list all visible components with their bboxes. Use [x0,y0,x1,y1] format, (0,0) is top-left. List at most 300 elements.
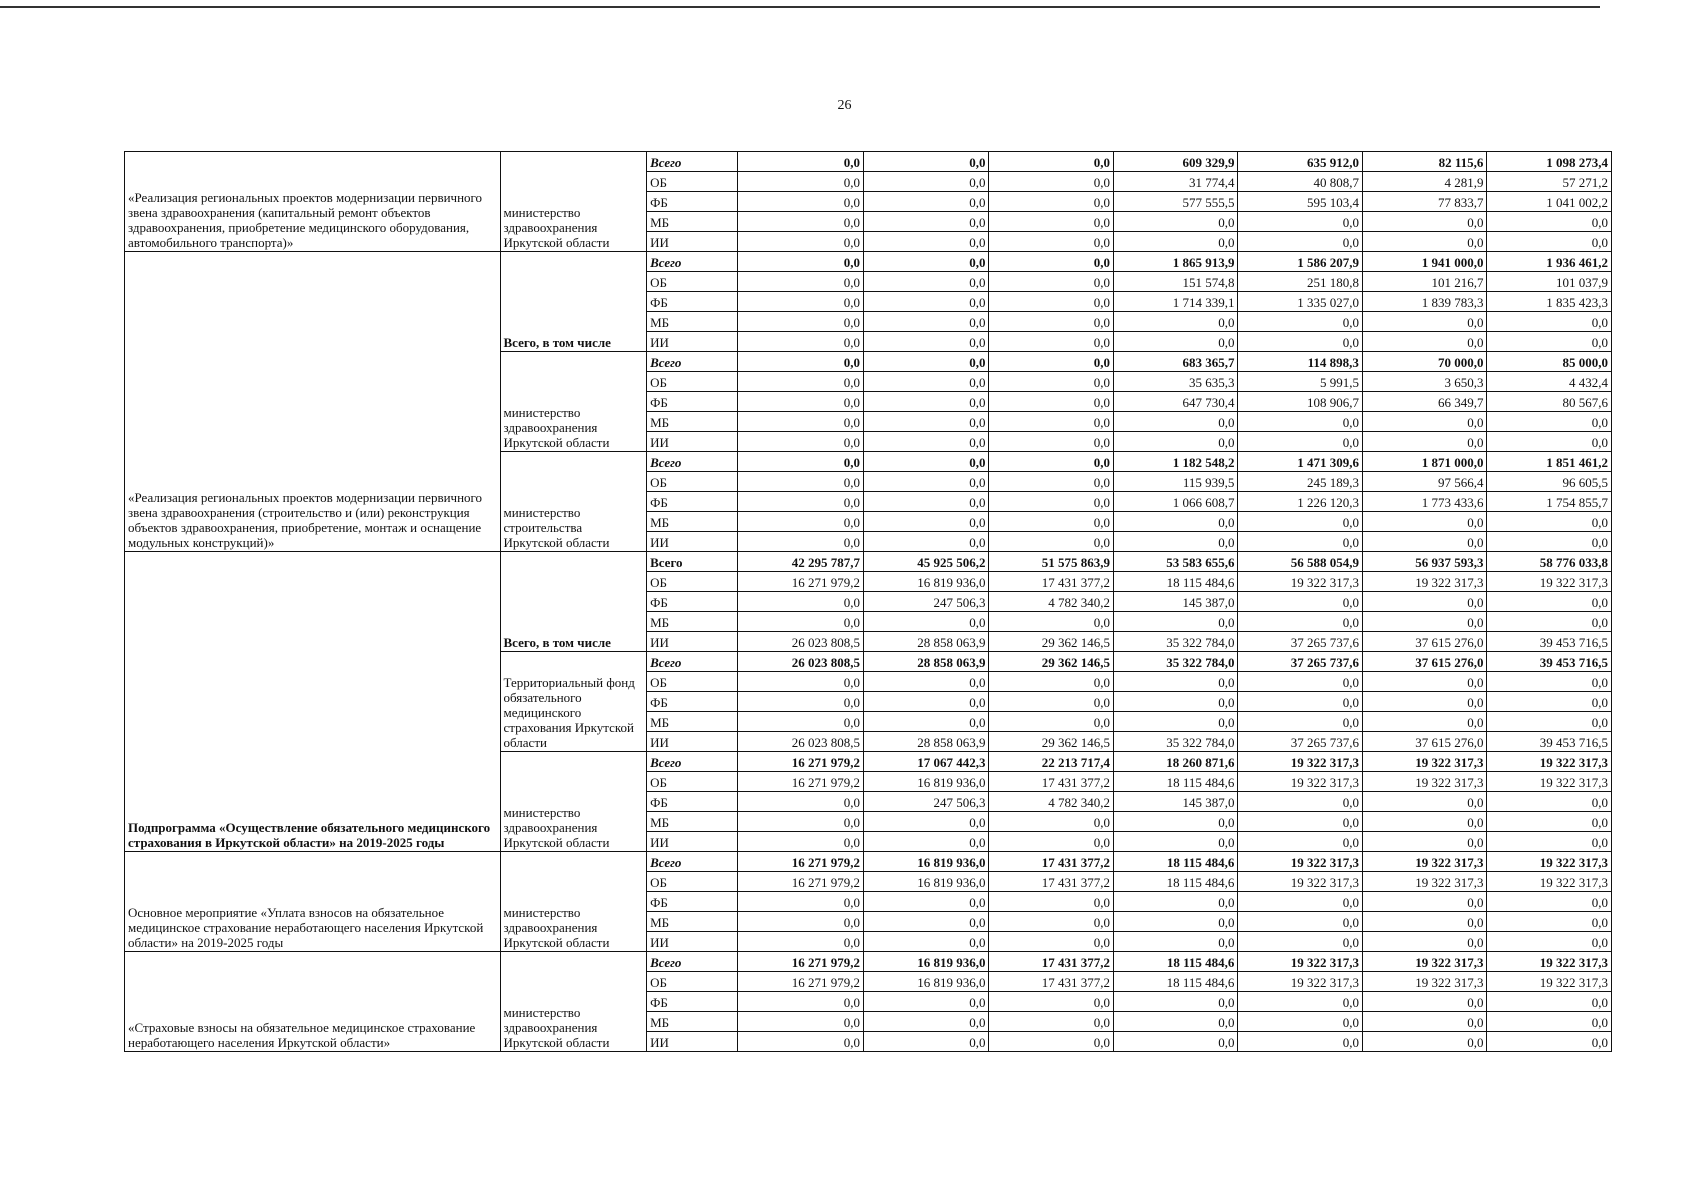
amount-cell: 0,0 [863,252,989,272]
amount-cell: 58 776 033,8 [1487,552,1612,572]
funding-source-label: МБ [647,612,738,632]
amount-cell: 17 431 377,2 [989,972,1114,992]
amount-cell: 19 322 317,3 [1362,952,1487,972]
amount-cell: 0,0 [863,692,989,712]
amount-cell: 0,0 [1362,212,1487,232]
amount-cell: 151 574,8 [1113,272,1238,292]
amount-cell: 19 322 317,3 [1362,852,1487,872]
funding-source-label: ФБ [647,192,738,212]
amount-cell: 0,0 [1113,312,1238,332]
program-name-cell: «Реализация региональных проектов модернизации первичного звена здравоохранения (капитальный ремонт объектов здравоохранения, приобретение медицинского оборудования, автомобильного транспорта)» [125,152,501,252]
amount-cell: 56 588 054,9 [1238,552,1363,572]
amount-cell: 1 865 913,9 [1113,252,1238,272]
amount-cell: 0,0 [863,912,989,932]
amount-cell: 247 506,3 [863,592,989,612]
amount-cell: 247 506,3 [863,792,989,812]
funding-source-label: ФБ [647,392,738,412]
amount-cell: 0,0 [863,452,989,472]
amount-cell: 0,0 [1238,532,1363,552]
funding-source-label: ОБ [647,472,738,492]
amount-cell: 0,0 [863,512,989,532]
funding-source-label: МБ [647,712,738,732]
funding-source-label: ФБ [647,292,738,312]
amount-cell: 51 575 863,9 [989,552,1114,572]
amount-cell: 0,0 [1487,612,1612,632]
amount-cell: 101 037,9 [1487,272,1612,292]
funding-source-label: ИИ [647,932,738,952]
funding-source-label: МБ [647,512,738,532]
amount-cell: 0,0 [863,532,989,552]
amount-cell: 0,0 [738,692,864,712]
amount-cell: 0,0 [1238,712,1363,732]
amount-cell: 0,0 [1487,532,1612,552]
amount-cell: 19 322 317,3 [1238,972,1363,992]
amount-cell: 17 431 377,2 [989,872,1114,892]
funding-source-label: ОБ [647,372,738,392]
amount-cell: 0,0 [1487,412,1612,432]
amount-cell: 16 271 979,2 [738,752,864,772]
amount-cell: 0,0 [1238,1032,1363,1052]
amount-cell: 16 819 936,0 [863,952,989,972]
amount-cell: 0,0 [1362,792,1487,812]
amount-cell: 28 858 063,9 [863,632,989,652]
funding-source-label: ИИ [647,732,738,752]
responsible-executor-cell: министерство здравоохранения Иркутской области [500,352,647,452]
funding-source-label: ИИ [647,432,738,452]
amount-cell: 0,0 [989,1012,1114,1032]
amount-cell: 1 839 783,3 [1362,292,1487,312]
amount-cell: 1 835 423,3 [1487,292,1612,312]
amount-cell: 0,0 [738,492,864,512]
amount-cell: 1 714 339,1 [1113,292,1238,312]
funding-source-label: Всего [647,552,738,572]
amount-cell: 16 819 936,0 [863,572,989,592]
amount-cell: 77 833,7 [1362,192,1487,212]
amount-cell: 26 023 808,5 [738,732,864,752]
program-name-cell: Подпрограмма «Осуществление обязательного медицинского страхования в Иркутской области» на 2019-2025 годы [125,552,501,852]
amount-cell: 16 819 936,0 [863,852,989,872]
amount-cell: 19 322 317,3 [1362,772,1487,792]
amount-cell: 0,0 [1362,1032,1487,1052]
amount-cell: 0,0 [989,532,1114,552]
amount-cell: 17 431 377,2 [989,952,1114,972]
amount-cell: 0,0 [1238,932,1363,952]
amount-cell: 0,0 [1113,1032,1238,1052]
amount-cell: 17 431 377,2 [989,572,1114,592]
amount-cell: 28 858 063,9 [863,732,989,752]
amount-cell: 16 271 979,2 [738,572,864,592]
amount-cell: 0,0 [738,392,864,412]
amount-cell: 16 271 979,2 [738,872,864,892]
amount-cell: 0,0 [1238,792,1363,812]
amount-cell: 18 115 484,6 [1113,852,1238,872]
amount-cell: 0,0 [738,792,864,812]
amount-cell: 0,0 [1113,672,1238,692]
amount-cell: 0,0 [863,272,989,292]
amount-cell: 0,0 [989,312,1114,332]
amount-cell: 37 615 276,0 [1362,732,1487,752]
funding-source-label: Всего [647,652,738,672]
amount-cell: 0,0 [1113,612,1238,632]
amount-cell: 0,0 [738,892,864,912]
amount-cell: 19 322 317,3 [1487,872,1612,892]
amount-cell: 0,0 [1238,892,1363,912]
funding-source-label: Всего [647,952,738,972]
amount-cell: 0,0 [989,892,1114,912]
amount-cell: 0,0 [1362,332,1487,352]
amount-cell: 29 362 146,5 [989,632,1114,652]
funding-source-label: МБ [647,312,738,332]
amount-cell: 0,0 [1362,532,1487,552]
amount-cell: 0,0 [1362,612,1487,632]
funding-source-label: ИИ [647,1032,738,1052]
amount-cell: 0,0 [1238,512,1363,532]
amount-cell: 0,0 [1487,692,1612,712]
amount-cell: 0,0 [1362,432,1487,452]
amount-cell: 0,0 [738,192,864,212]
amount-cell: 0,0 [1362,932,1487,952]
amount-cell: 0,0 [1362,912,1487,932]
funding-source-label: ИИ [647,832,738,852]
amount-cell: 0,0 [738,272,864,292]
amount-cell: 683 365,7 [1113,352,1238,372]
amount-cell: 70 000,0 [1362,352,1487,372]
amount-cell: 35 635,3 [1113,372,1238,392]
amount-cell: 0,0 [1238,232,1363,252]
table-row [125,252,1612,272]
amount-cell: 0,0 [1487,1012,1612,1032]
amount-cell: 19 322 317,3 [1362,752,1487,772]
amount-cell: 0,0 [738,912,864,932]
amount-cell: 0,0 [1487,332,1612,352]
amount-cell: 0,0 [738,432,864,452]
amount-cell: 85 000,0 [1487,352,1612,372]
amount-cell: 0,0 [989,352,1114,372]
funding-source-label: ОБ [647,172,738,192]
amount-cell: 0,0 [1362,512,1487,532]
amount-cell: 0,0 [738,332,864,352]
amount-cell: 0,0 [989,292,1114,312]
amount-cell: 0,0 [1362,712,1487,732]
amount-cell: 0,0 [863,612,989,632]
amount-cell: 5 991,5 [1238,372,1363,392]
amount-cell: 0,0 [1238,312,1363,332]
amount-cell: 1 754 855,7 [1487,492,1612,512]
amount-cell: 0,0 [989,272,1114,292]
amount-cell: 0,0 [1113,1012,1238,1032]
amount-cell: 0,0 [738,232,864,252]
budget-table [124,151,1612,1052]
amount-cell: 577 555,5 [1113,192,1238,212]
funding-source-label: МБ [647,812,738,832]
amount-cell: 19 322 317,3 [1238,572,1363,592]
amount-cell: 0,0 [863,712,989,732]
amount-cell: 0,0 [989,432,1114,452]
responsible-executor-cell: Всего, в том числе [500,252,647,352]
funding-source-label: ОБ [647,772,738,792]
amount-cell: 0,0 [863,812,989,832]
amount-cell: 0,0 [1487,232,1612,252]
amount-cell: 16 271 979,2 [738,972,864,992]
amount-cell: 251 180,8 [1238,272,1363,292]
amount-cell: 0,0 [738,412,864,432]
amount-cell: 0,0 [989,1032,1114,1052]
amount-cell: 0,0 [738,1032,864,1052]
amount-cell: 16 271 979,2 [738,952,864,972]
amount-cell: 0,0 [738,932,864,952]
amount-cell: 0,0 [738,252,864,272]
amount-cell: 28 858 063,9 [863,652,989,672]
funding-source-label: ИИ [647,332,738,352]
amount-cell: 145 387,0 [1113,792,1238,812]
amount-cell: 0,0 [738,212,864,232]
amount-cell: 1 851 461,2 [1487,452,1612,472]
funding-source-label: ФБ [647,692,738,712]
amount-cell: 45 925 506,2 [863,552,989,572]
amount-cell: 0,0 [989,612,1114,632]
amount-cell: 26 023 808,5 [738,652,864,672]
table-row [125,852,1612,872]
amount-cell: 0,0 [863,312,989,332]
amount-cell: 0,0 [738,312,864,332]
amount-cell: 16 271 979,2 [738,772,864,792]
amount-cell: 0,0 [1238,432,1363,452]
amount-cell: 1 098 273,4 [1487,152,1612,172]
amount-cell: 0,0 [738,172,864,192]
amount-cell: 0,0 [863,152,989,172]
amount-cell: 0,0 [863,432,989,452]
amount-cell: 1 936 461,2 [1487,252,1612,272]
amount-cell: 40 808,7 [1238,172,1363,192]
amount-cell: 0,0 [1238,812,1363,832]
amount-cell: 4 782 340,2 [989,792,1114,812]
amount-cell: 0,0 [989,472,1114,492]
amount-cell: 19 322 317,3 [1362,572,1487,592]
funding-source-label: ИИ [647,232,738,252]
responsible-executor-cell: министерство строительства Иркутской области [500,452,647,552]
amount-cell: 0,0 [1113,412,1238,432]
amount-cell: 635 912,0 [1238,152,1363,172]
amount-cell: 0,0 [989,412,1114,432]
amount-cell: 35 322 784,0 [1113,632,1238,652]
amount-cell: 0,0 [863,372,989,392]
amount-cell: 82 115,6 [1362,152,1487,172]
amount-cell: 16 819 936,0 [863,772,989,792]
amount-cell: 19 322 317,3 [1487,952,1612,972]
amount-cell: 96 605,5 [1487,472,1612,492]
amount-cell: 0,0 [989,232,1114,252]
amount-cell: 35 322 784,0 [1113,732,1238,752]
responsible-executor-cell: министерство здравоохранения Иркутской области [500,852,647,952]
amount-cell: 18 115 484,6 [1113,872,1238,892]
amount-cell: 0,0 [1113,232,1238,252]
amount-cell: 0,0 [738,612,864,632]
amount-cell: 37 265 737,6 [1238,732,1363,752]
amount-cell: 115 939,5 [1113,472,1238,492]
funding-source-label: ОБ [647,572,738,592]
funding-source-label: Всего [647,452,738,472]
amount-cell: 16 819 936,0 [863,872,989,892]
amount-cell: 31 774,4 [1113,172,1238,192]
amount-cell: 0,0 [1238,672,1363,692]
responsible-executor-cell: министерство здравоохранения Иркутской области [500,152,647,252]
amount-cell: 37 615 276,0 [1362,632,1487,652]
amount-cell: 0,0 [863,212,989,232]
amount-cell: 0,0 [1362,812,1487,832]
amount-cell: 19 322 317,3 [1238,752,1363,772]
amount-cell: 0,0 [738,712,864,732]
amount-cell: 57 271,2 [1487,172,1612,192]
amount-cell: 39 453 716,5 [1487,732,1612,752]
amount-cell: 1 335 027,0 [1238,292,1363,312]
amount-cell: 0,0 [1487,432,1612,452]
funding-source-label: ФБ [647,792,738,812]
funding-source-label: ФБ [647,592,738,612]
amount-cell: 0,0 [989,812,1114,832]
amount-cell: 0,0 [863,992,989,1012]
amount-cell: 4 281,9 [1362,172,1487,192]
amount-cell: 0,0 [1487,992,1612,1012]
responsible-executor-cell: министерство здравоохранения Иркутской области [500,752,647,852]
responsible-executor-cell: Всего, в том числе [500,552,647,652]
amount-cell: 18 260 871,6 [1113,752,1238,772]
amount-cell: 1 941 000,0 [1362,252,1487,272]
amount-cell: 0,0 [989,332,1114,352]
page-number: 26 [837,98,852,113]
amount-cell: 0,0 [1487,672,1612,692]
amount-cell: 0,0 [1238,832,1363,852]
funding-source-label: ИИ [647,632,738,652]
amount-cell: 18 115 484,6 [1113,772,1238,792]
amount-cell: 0,0 [1487,212,1612,232]
amount-cell: 245 189,3 [1238,472,1363,492]
amount-cell: 0,0 [1487,512,1612,532]
amount-cell: 0,0 [738,532,864,552]
amount-cell: 0,0 [738,372,864,392]
amount-cell: 0,0 [1238,1012,1363,1032]
amount-cell: 0,0 [863,172,989,192]
amount-cell: 18 115 484,6 [1113,952,1238,972]
amount-cell: 0,0 [1113,692,1238,712]
amount-cell: 19 322 317,3 [1362,972,1487,992]
amount-cell: 0,0 [1362,892,1487,912]
amount-cell: 0,0 [1362,232,1487,252]
amount-cell: 0,0 [1238,612,1363,632]
amount-cell: 0,0 [1362,412,1487,432]
amount-cell: 19 322 317,3 [1487,572,1612,592]
amount-cell: 0,0 [1113,212,1238,232]
amount-cell: 0,0 [989,452,1114,472]
amount-cell: 4 432,4 [1487,372,1612,392]
amount-cell: 0,0 [989,512,1114,532]
amount-cell: 0,0 [1238,212,1363,232]
amount-cell: 647 730,4 [1113,392,1238,412]
amount-cell: 18 115 484,6 [1113,972,1238,992]
amount-cell: 0,0 [1487,932,1612,952]
amount-cell: 80 567,6 [1487,392,1612,412]
amount-cell: 29 362 146,5 [989,732,1114,752]
amount-cell: 53 583 655,6 [1113,552,1238,572]
amount-cell: 609 329,9 [1113,152,1238,172]
amount-cell: 4 782 340,2 [989,592,1114,612]
amount-cell: 16 819 936,0 [863,972,989,992]
funding-source-label: МБ [647,212,738,232]
amount-cell: 0,0 [863,192,989,212]
amount-cell: 0,0 [1362,592,1487,612]
amount-cell: 0,0 [863,892,989,912]
amount-cell: 0,0 [863,292,989,312]
amount-cell: 19 322 317,3 [1238,952,1363,972]
amount-cell: 19 322 317,3 [1487,852,1612,872]
amount-cell: 19 322 317,3 [1238,872,1363,892]
amount-cell: 66 349,7 [1362,392,1487,412]
funding-source-label: ОБ [647,872,738,892]
amount-cell: 0,0 [1487,912,1612,932]
amount-cell: 0,0 [738,472,864,492]
funding-source-label: МБ [647,912,738,932]
program-name-cell: «Реализация региональных проектов модернизации первичного звена здравоохранения (строительство и (или) реконструкция объектов здравоохранения, приобретение, монтаж и оснащение модульных конструкций)» [125,252,501,552]
amount-cell: 0,0 [1362,832,1487,852]
amount-cell: 19 322 317,3 [1238,772,1363,792]
amount-cell: 0,0 [1113,992,1238,1012]
amount-cell: 0,0 [863,672,989,692]
amount-cell: 0,0 [989,692,1114,712]
amount-cell: 37 615 276,0 [1362,652,1487,672]
amount-cell: 0,0 [738,152,864,172]
amount-cell: 145 387,0 [1113,592,1238,612]
amount-cell: 0,0 [738,992,864,1012]
amount-cell: 0,0 [989,992,1114,1012]
amount-cell: 97 566,4 [1362,472,1487,492]
amount-cell: 1 471 309,6 [1238,452,1363,472]
amount-cell: 18 115 484,6 [1113,572,1238,592]
amount-cell: 0,0 [1238,692,1363,712]
amount-cell: 0,0 [1238,332,1363,352]
amount-cell: 114 898,3 [1238,352,1363,372]
amount-cell: 16 271 979,2 [738,852,864,872]
amount-cell: 0,0 [863,352,989,372]
amount-cell: 1 066 608,7 [1113,492,1238,512]
amount-cell: 0,0 [1487,1032,1612,1052]
amount-cell: 0,0 [1113,832,1238,852]
amount-cell: 0,0 [1113,712,1238,732]
amount-cell: 17 067 442,3 [863,752,989,772]
amount-cell: 0,0 [1238,592,1363,612]
amount-cell: 0,0 [1362,992,1487,1012]
amount-cell: 0,0 [1113,512,1238,532]
amount-cell: 39 453 716,5 [1487,652,1612,672]
amount-cell: 1 871 000,0 [1362,452,1487,472]
amount-cell: 0,0 [863,1032,989,1052]
amount-cell: 0,0 [989,832,1114,852]
responsible-executor-cell: Территориальный фонд обязательного медицинского страхования Иркутской области [500,652,647,752]
amount-cell: 0,0 [863,232,989,252]
responsible-executor-cell: министерство здравоохранения Иркутской области [500,952,647,1052]
budget-table-body [125,152,1612,1052]
amount-cell: 0,0 [1362,672,1487,692]
program-name-cell: Основное мероприятие «Уплата взносов на обязательное медицинское страхование неработающего населения Иркутской области» на 2019-2025 годы [125,852,501,952]
funding-source-label: Всего [647,752,738,772]
amount-cell: 0,0 [989,192,1114,212]
funding-source-label: ФБ [647,492,738,512]
amount-cell: 0,0 [1238,412,1363,432]
amount-cell: 35 322 784,0 [1113,652,1238,672]
amount-cell: 0,0 [738,812,864,832]
amount-cell: 1 041 002,2 [1487,192,1612,212]
amount-cell: 22 213 717,4 [989,752,1114,772]
amount-cell: 0,0 [1487,812,1612,832]
amount-cell: 0,0 [863,412,989,432]
